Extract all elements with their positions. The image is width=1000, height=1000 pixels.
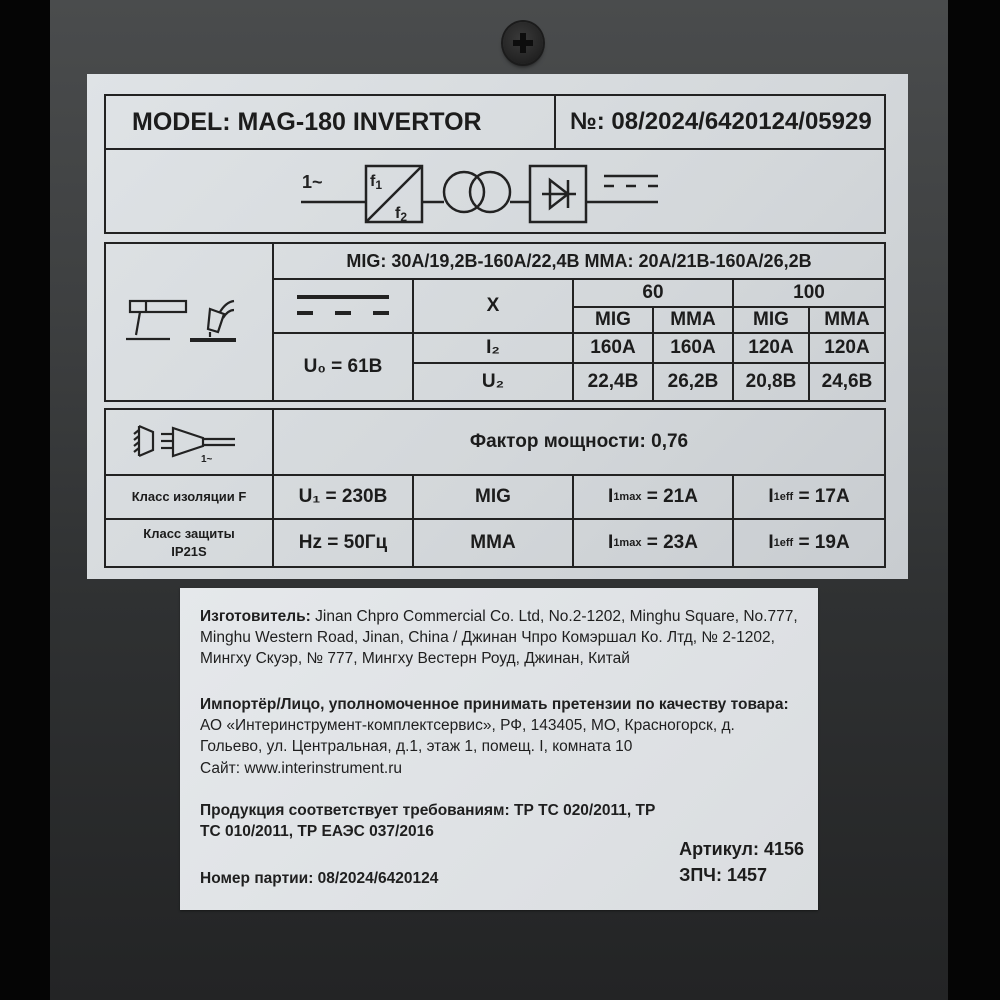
mode-header: MIG	[572, 306, 652, 332]
manufacturer-info: Изготовитель: Jinan Chpro Commercial Co. Ltd, No.2-1202, Minghu Square, No.777, Minghu Western Road, Jinan, China / Джинан Чпро Комэршал Ко. Лтд, № 2-1202, Мингху Скуэр, № 777, Мингху Вестерн Роуд, Джинан, Китай	[200, 608, 798, 667]
circuit-diagram	[106, 148, 884, 232]
u2-value: 24,6B	[808, 362, 884, 400]
u2-value: 20,8B	[732, 362, 808, 400]
mains-plug-cell	[106, 410, 272, 474]
svg-text:f2: f2	[395, 205, 408, 224]
model-name: MODEL: MAG-180 INVERTOR	[106, 96, 556, 148]
mains-frequency: Hz = 50Гц	[272, 518, 412, 566]
output-specs-table	[104, 242, 886, 402]
i2-value: 120A	[808, 332, 884, 362]
protection-class: Класс защиты IP21S	[106, 518, 272, 566]
duty-cycle-label: X	[412, 278, 572, 332]
screw-icon	[503, 22, 543, 64]
model-section	[104, 94, 886, 234]
mma-mode: MMA	[412, 518, 572, 566]
mode-header: MMA	[652, 306, 732, 332]
mig-i1max: I 1max = 21A	[572, 474, 732, 518]
mma-i1max: I 1max = 23A	[572, 518, 732, 566]
mig-mode: MIG	[412, 474, 572, 518]
batch-number: Номер партии: 08/2024/6420124	[200, 870, 439, 887]
insulation-class: Класс изоляции F	[106, 474, 272, 518]
mode-header: MIG	[732, 306, 808, 332]
i2-value: 160A	[572, 332, 652, 362]
mains-plug-icon	[129, 420, 249, 464]
svg-text:1~: 1~	[201, 454, 213, 464]
i2-label: I₂	[412, 332, 572, 362]
welding-process-icons	[106, 244, 272, 400]
mig-i1eff: I 1eff = 17A	[732, 474, 884, 518]
power-factor: Фактор мощности: 0,76	[272, 410, 884, 474]
input-phase-label: 1~	[302, 172, 323, 192]
input-voltage: U₁ = 230B	[272, 474, 412, 518]
svg-text:f1: f1	[370, 173, 383, 192]
u2-label: U₂	[412, 362, 572, 400]
u2-value: 22,4B	[572, 362, 652, 400]
u2-value: 26,2B	[652, 362, 732, 400]
dc-symbol-cell	[272, 278, 412, 332]
input-specs-table	[104, 408, 886, 568]
mode-header: MMA	[808, 306, 884, 332]
spare-parts-code: ЗПЧ: 1457	[679, 865, 767, 885]
website: Сайт: www.interinstrument.ru	[200, 760, 402, 777]
importer-info: Импортёр/Лицо, уполномоченное принимать претензии по качеству товара: АО «Интеринструмент-комплектсервис», РФ, 143405, МО, Красногорск, д. Гольево, ул. Центральная, д.1, этаж 1, помещ. I, комната 10	[200, 696, 789, 755]
rating-nameplate	[87, 74, 908, 579]
importer-info-sticker	[180, 588, 818, 910]
mma-i1eff: I 1eff = 19A	[732, 518, 884, 566]
i2-value: 120A	[732, 332, 808, 362]
article-block	[679, 836, 804, 888]
serial-number: №: 08/2024/6420124/05929	[570, 108, 872, 135]
compliance-statement: Продукция соответствует требованиям: ТР ТС 020/2011, ТР ТС 010/2011, ТР ЕАЭС 037/2016	[200, 802, 656, 840]
mig-mma-icon	[124, 297, 254, 347]
i2-value: 160A	[652, 332, 732, 362]
output-ranges: MIG: 30A/19,2B-160A/22,4B MMA: 20A/21B-160A/26,2B	[272, 244, 884, 278]
duty-60: 60	[572, 278, 732, 306]
duty-100: 100	[732, 278, 884, 306]
open-circuit-voltage: U₀ = 61B	[272, 332, 412, 400]
article-number: Артикул: 4156	[679, 839, 804, 859]
dc-current-icon	[293, 289, 393, 323]
